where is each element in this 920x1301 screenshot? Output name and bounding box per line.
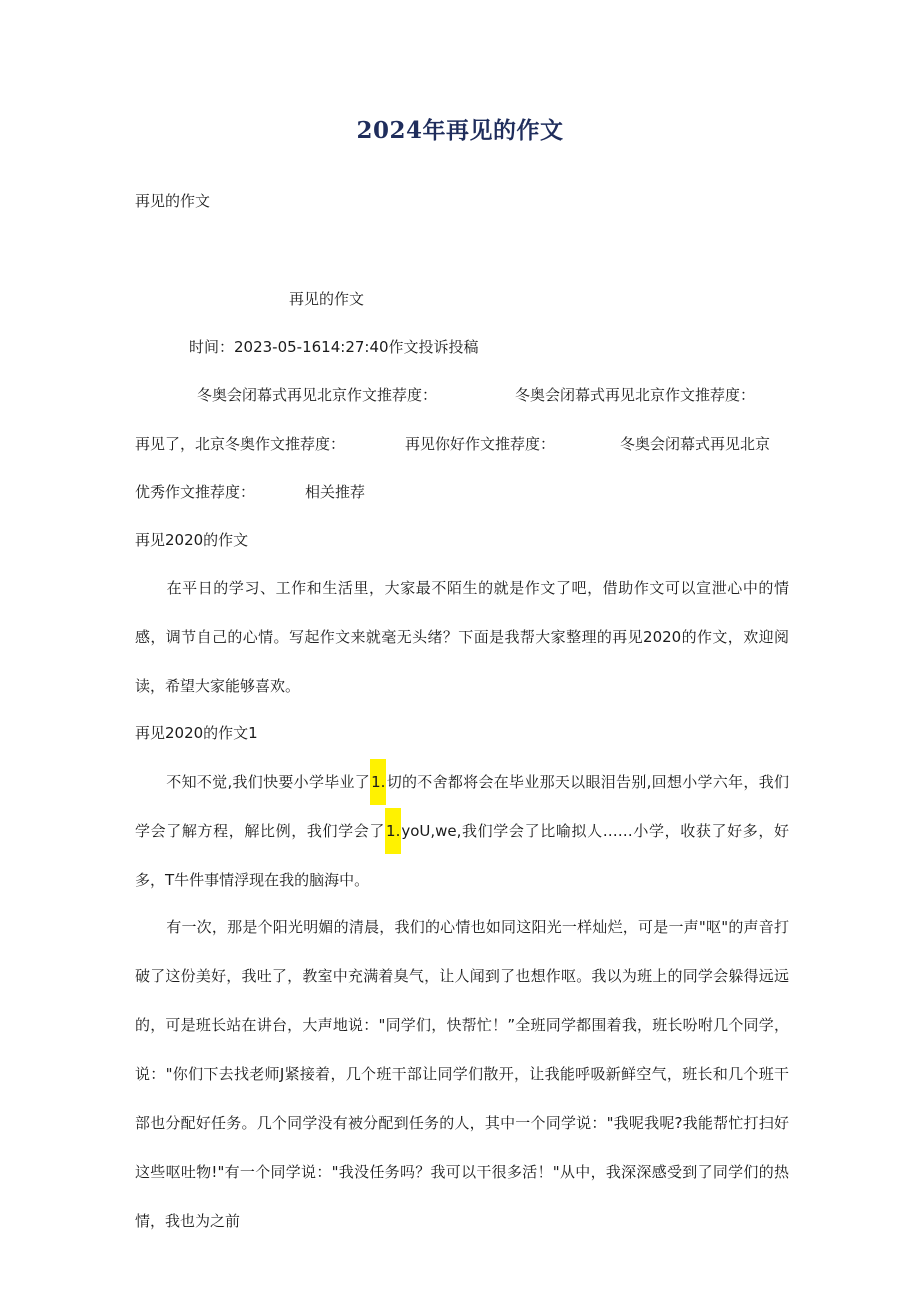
essay-paragraph-1: 不知不觉,我们快要小学毕业了1.切的不舍都将会在毕业那天以眼泪告别,回想小学六年，我们学会了解方程，解比例，我们学会了1.yoU,we,我们学会了比喻拟人……小学，收获了好多，好多，T牛件事情浮现在我的脑海中。 (135, 758, 789, 905)
highlight-mark: 1. (370, 759, 386, 805)
recommend-link-3[interactable]: 再见了，北京冬奥作文推荐度： (135, 435, 346, 453)
recommend-link-1[interactable]: 冬奥会闭幕式再见北京作文推荐度： (197, 386, 438, 404)
article-meta: 时间：2023-05-1614:27:40作文投诉投稿 (189, 338, 479, 356)
related-recommend-link[interactable]: 相关推荐 (305, 483, 366, 501)
recommend-link-6[interactable]: 优秀作文推荐度： (135, 483, 256, 501)
heading-essay: 再见的作文 (135, 192, 211, 210)
document-title: 2024年再见的作文 (356, 117, 564, 144)
recommend-link-4[interactable]: 再见你好作文推荐度： (405, 435, 556, 453)
highlight-mark: 1. (385, 808, 401, 854)
article-subtitle: 再见的作文 (289, 290, 365, 308)
intro-paragraph: 在平日的学习、工作和生活里，大家最不陌生的就是作文了吧，借助作文可以宣泄心中的情感，调节自己的心情。写起作文来就毫无头绪？下面是我帮大家整理的再见2020的作文，欢迎阅读，希望大家能够喜欢。 (135, 579, 789, 695)
essay-title: 再见2020的作文1 (135, 724, 258, 742)
essay-paragraph-2: 有一次，那是个阳光明媚的清晨，我们的心情也如同这阳光一样灿烂，可是一声"呕"的声音打破了这份美好，我吐了，教室中充满着臭气，让人闻到了也想作呕。我以为班上的同学会躲得远远的，可是班长站在讲台，大声地说："同学们，快帮忙！”全班同学都围着我，班长吩咐几个同学，说："你们下去找老师J紧接着，几个班干部让同学们散开，让我能呼吸新鲜空气，班长和几个班干部也分配好任务。几个同学没有被分配到任务的人，其中一个同学说："我呢我呢?我能帮忙打扫好这些呕吐物!"有一个同学说："我没任务吗？我可以干很多活！"从中，我深深感受到了同学们的热情，我也为之前 (135, 918, 789, 1230)
section-title: 再见2020的作文 (135, 531, 249, 549)
recommend-link-2[interactable]: 冬奥会闭幕式再见北京作文推荐度： (515, 386, 756, 404)
recommend-link-5[interactable]: 冬奥会闭幕式再见北京 (620, 435, 771, 453)
